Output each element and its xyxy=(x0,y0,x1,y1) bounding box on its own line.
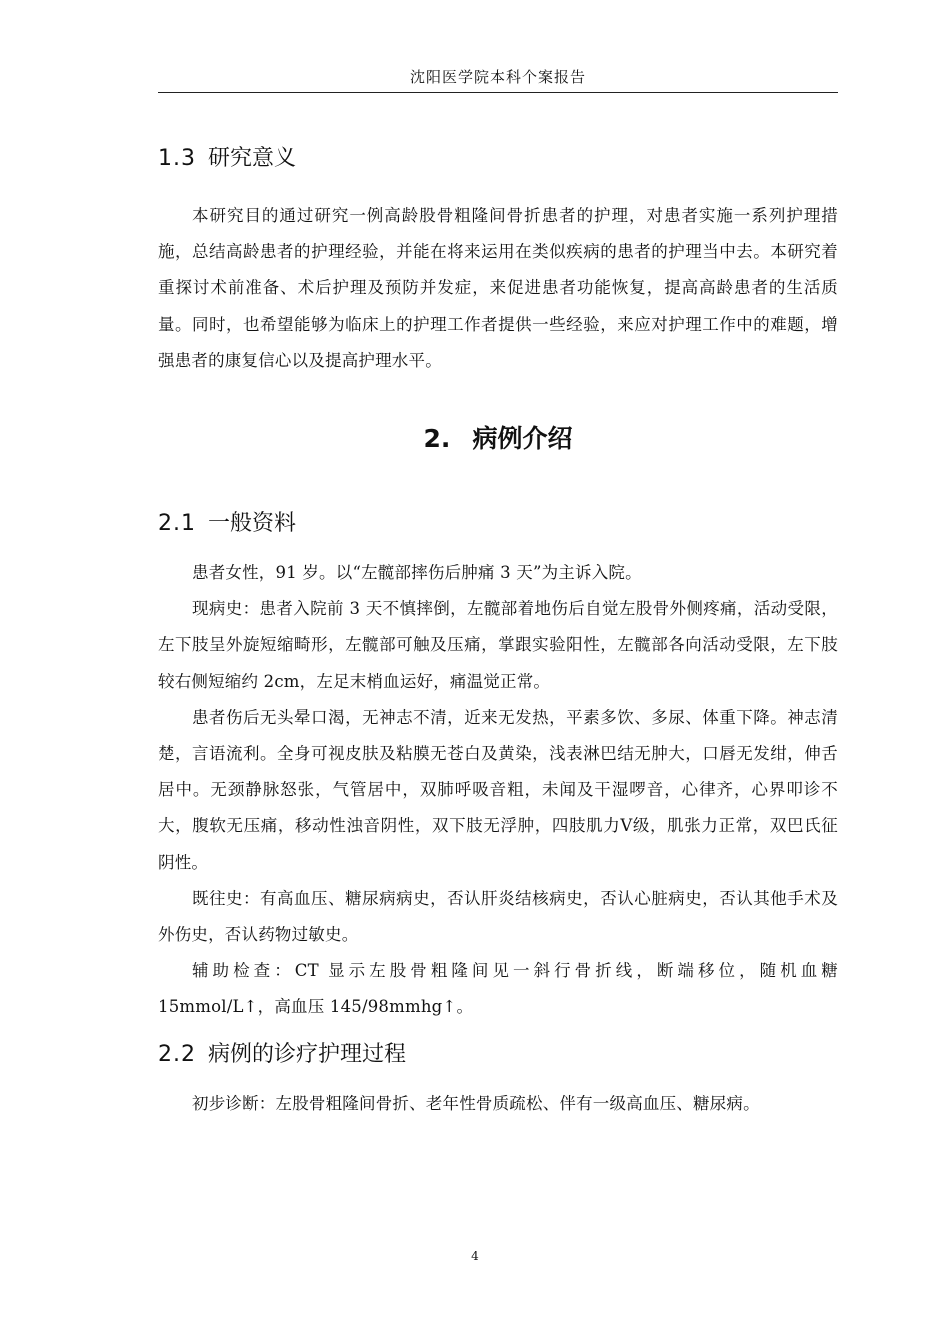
paragraph-patient-basic: 患者女性，91 岁。以“左髋部摔伤后肿痛 3 天”为主诉入院。 xyxy=(192,563,642,583)
section-heading-2-1 xyxy=(158,505,838,543)
chapter-number: 2. xyxy=(423,424,451,454)
page-content xyxy=(158,140,838,1122)
section-title: 研究意义 xyxy=(208,146,297,171)
section-number: 2.2 xyxy=(158,1041,196,1067)
paragraph-physical-exam: 患者伤后无头晕口渴，无神志不清，近来无发热，平素多饮、多尿、体重下降。神志清楚，言语流利。全身可视皮肤及粘膜无苍白及黄染，浅表淋巴结无肿大，口唇无发绀，伸舌居中。无颈静脉怒张，气管居中，双肺呼吸音粗，未闻及干湿啰音，心律齐，心界叩诊不大，腹软无压痛，移动性浊音阴性，双下肢无浮肿，四肢肌力Ⅴ级，肌张力正常，双巴氏征阴性。 xyxy=(158,707,838,872)
section-number: 2.1 xyxy=(158,511,196,537)
paragraph-present-history: 现病史：患者入院前 3 天不慎摔倒，左髋部着地伤后自觉左股骨外侧疼痛，活动受限，左下肢呈外旋短缩畸形，左髋部可触及压痛，掌跟实验阳性，左髋部各向活动受限，左下肢较右侧短缩约 2cm，左足末梢血运好，痛温觉正常。 xyxy=(158,599,838,691)
header-divider xyxy=(158,92,838,93)
chapter-heading-2 xyxy=(158,419,838,459)
section-title: 病例的诊疗护理过程 xyxy=(208,1041,407,1067)
paragraph-initial-diagnosis: 初步诊断：左股骨粗隆间骨折、老年性骨质疏松、伴有一级高血压、糖尿病。 xyxy=(192,1093,760,1113)
section-heading-2-2 xyxy=(158,1036,838,1074)
paragraph-research-significance: 本研究目的通过研究一例高龄股骨粗隆间骨折患者的护理，对患者实施一系列护理措施，总结高龄患者的护理经验，并能在将来运用在类似疾病的患者的护理当中去。本研究着重探讨术前准备、术后护理及预防并发症，来促进患者功能恢复，提高高龄患者的生活质量。同时，也希望能够为临床上的护理工作者提供一些经验，来应对护理工作中的难题，增强患者的康复信心以及提高护理水平。 xyxy=(158,206,838,370)
paragraph-past-history: 既往史：有高血压、糖尿病病史，否认肝炎结核病史，否认心脏病史，否认其他手术及外伤史，否认药物过敏史。 xyxy=(158,888,838,945)
chapter-title: 病例介绍 xyxy=(472,424,573,454)
section-number: 1.3 xyxy=(158,146,196,171)
section-title: 一般资料 xyxy=(208,511,297,537)
section-heading-1-3 xyxy=(158,140,838,178)
paragraph-auxiliary-exam: 辅助检查：CT 显示左股骨粗隆间见一斜行骨折线，断端移位，随机血糖 15mmol/L↑，高血压 145/98mmhg↑。 xyxy=(158,961,838,1017)
running-header: 沈阳医学院本科个案报告 xyxy=(409,68,586,86)
page-number: 4 xyxy=(471,1249,479,1263)
